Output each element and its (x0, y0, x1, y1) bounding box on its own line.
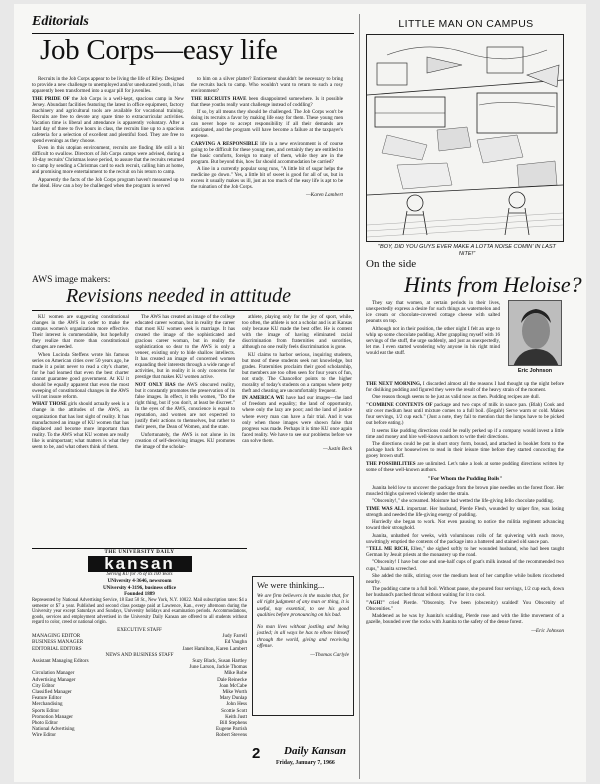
paragraph-lead-in: CARVING A RESPONSIBLE (191, 140, 259, 147)
cartoon-illustration (367, 35, 563, 241)
staff-name: Mike Robe (224, 670, 247, 677)
paragraph (32, 177, 184, 189)
paragraph (366, 613, 564, 625)
staff-role: Advertising Manager (32, 676, 76, 683)
paragraph-text: It seems like pudding directions could be really perked up if a company would invest a little time and money and hire well-known authors to write their directions. (366, 427, 564, 440)
paragraph (366, 546, 564, 558)
exec-staff-heading: EXECUTIVE STAFF (117, 626, 162, 633)
paragraph (366, 402, 564, 426)
paragraph (366, 559, 564, 571)
paragraph (366, 498, 564, 504)
staff-name: Joan McCabe (219, 682, 247, 689)
paragraph-lead-in: THE PRIDE OF (32, 95, 70, 102)
paragraph (366, 461, 564, 473)
heloise-byline: —Eric Johnson (531, 627, 564, 634)
paragraph-text: A line in a currently popular song runs, "A little bit of sugar helps the medicine go down." Yes, a little bit of sweet is good for all of us, but in excess it usually makes us ill, just as too much of the easy life is apt to be the ruination of the Job Corps. (191, 166, 343, 191)
paragraph (366, 381, 564, 393)
section-label: Editorials (32, 14, 89, 29)
heloise-headline: Hints from Heloise? (404, 272, 582, 297)
paragraph-text: They say that women, at certain periods in their lives, unexpectedly express a desire for such things as watermelon and ice cream or chocolate-covered cottage cheese with salted peanuts on top. (366, 300, 500, 325)
news-staff-heading: NEWS AND BUSINESS STAFF (105, 651, 174, 658)
heloise-story-title: "For Whom the Pudding Boils" (427, 475, 503, 482)
paragraph (191, 76, 343, 94)
paragraph (366, 586, 564, 598)
paragraph (366, 300, 500, 324)
paragraph (32, 352, 129, 400)
masthead-founded: Founded 1889 (124, 590, 155, 597)
staff-name: Ed Vaughn (224, 639, 247, 646)
paragraph (135, 432, 235, 450)
masthead-top-label: THE UNIVERSITY DAILY (104, 550, 175, 555)
paragraph-text: the AWS obscured reality, but it constantly promotes the preservation of its false images. In effect, it tells women, "Do the right thing, but if you don't, at least be discreet." In the eyes of the AWS, conscience is equal to reputation, and women are not expected to justify their actions to themselves, but rather to their peers, the Dean of Women, and the state. (135, 381, 235, 431)
staff-role: Merchandising (32, 701, 63, 708)
staff-name: John Hess (226, 701, 247, 708)
aws-headline: Revisions needed in attitude (66, 285, 291, 307)
paragraph-text: are unlimited. Let's take a look at some pudding directions written by some of these well-known authors. (366, 460, 564, 473)
page-number: 2 (252, 745, 261, 762)
paragraph-lead-in: "TELL ME RICH, (366, 545, 409, 552)
paragraph-text: Ellen," she sighed softly to her wounded husband, who had been taught German by Jesuit priests at the monastery up the road. (366, 545, 564, 559)
thinking-text-2: No man lives without jostling and being jostled; in all ways he has to elbow himself through the world, giving and receiving offense. (257, 624, 349, 650)
staff-name: June Larson, Jackie Thomas (189, 664, 247, 671)
staff-row (32, 732, 247, 738)
paragraph-lead-in: IN AMERICA WE (242, 395, 285, 402)
masthead-motto: Serving KU for 76 of its 100 Years (106, 572, 173, 578)
paragraph-text: Hurriedly she began to work. Not even pausing to notice the militia regiment advancing toward their stronghold. (366, 519, 564, 532)
thinking-attribution: —Thomas Carlyle (310, 651, 349, 658)
paragraph-text: The pudding came to a full boil. Without pause, she poured four servings, 1/2 cup each, down her husband's parched throat without waiting for it to cool. (366, 586, 564, 599)
paragraph-text: the Job Corps is a well-kept, spacious camp in New Jersey. Abundant facilities featuring the latest in office equipment, factory machinery and agricultural tools are available for vocational training. Recruits are free to devote any spare time to extracurricular activities. Vacation time is liberal and attendance is apparently voluntary. After a hard day of three to five hours in class, the recruits line up to a spacious cafeteria for a selection of excellent and plentiful food. They are free to spend evenings as they choose. (32, 95, 184, 144)
paragraph-text: Although not in their position, the other night I felt an urge to whip up some chocolate pudding. After grappling myself with 16 servings of the stuff, the urge suddenly, and just as unexpectedly, let me. I even started wondering why anyone in his right mind would eat the stuff. (366, 325, 500, 356)
paragraph-text: The AWS has created an image of the college educated career woman, but in reality the career that most KU women seek is marriage. It has created the image of the sophisticated and gracious career woman, but in reality the sophistication so dear to the AWS is only a veneer, existing only to hide shallow intellects. It has created an image of concerned women expanding their interests through a wide range of activities, but in reality it is only concerns for prestige that makes KU women active. (135, 314, 235, 381)
paragraph (366, 573, 564, 585)
staff-name: Robert Stevens (216, 732, 247, 739)
paragraph-text: Maddened as he was by Juanita's scalding, Pierde rose and with the lithe movement of a gazelle, bounded over the rocks with Juanita to the safety of the dense forest. (366, 613, 564, 626)
aws-byline: —Justin Beck (323, 445, 352, 452)
staff-name: Suzy Black, Susan Hartley (192, 657, 247, 664)
cartoon-caption: "BOY, DID YOU GUYS EVER MAKE A LOTTA NOISE COMIN' IN LAST NITE!" (378, 244, 556, 257)
aws-kicker: AWS image makers: (32, 275, 111, 285)
staff-name: Keith Justt (225, 713, 247, 720)
staff-role: City Editor (32, 682, 55, 689)
paragraph-text: KU women are suggesting constitutional changes in the AWS in order to make the campus women's organization more effective. Their interest is commendable, but hopefully they realize that more than constitutional changes are needed. (32, 314, 129, 351)
paragraph-lead-in: THE NEXT MORNING, (366, 381, 422, 387)
paragraph-text: to him on a silver platter? Enticement shouldn't be necessary to bring the recruits back to camp. Who wouldn't want to return to such a rosy environment? (191, 76, 343, 95)
paragraph-text: important. Her husband, Pierde Flesh, wounded by sniper fire, was losing strength and needed the life-giving energy of pudding. (366, 505, 564, 518)
news-staff-list (32, 658, 247, 739)
paragraph (366, 485, 564, 497)
paragraph-text: "Obscenity!," she screamed. Moisture had wetted the life-giving Jello chocolate pudding. (372, 498, 554, 505)
paragraph-text: I discarded almost all the reasons I had thought up the night before for disliking pudding and figured they were the result of the heavy strain of the moment. (366, 381, 564, 394)
paragraph (366, 600, 564, 612)
staff-role: Wire Editor (32, 732, 56, 739)
paragraph-lead-in: TIME WAS ALL (366, 505, 405, 512)
cartoon-frame (366, 34, 564, 242)
author-photo-caption: Eric Johnson (517, 368, 553, 374)
paragraph (366, 533, 564, 545)
paragraph-lead-in: THE POSSIBILITIES (366, 460, 416, 467)
paragraph (191, 96, 343, 108)
staff-role: Photo Editor (32, 719, 58, 726)
staff-name: Mike Worth (222, 688, 247, 695)
staff-name: Scottie Scott (221, 707, 247, 714)
masthead-name: kansan (88, 556, 192, 572)
thinking-text: We are firm believers in the maxim that, for all right judgment of any man or thing, it is useful, nay essential, to see his good qualities before pronouncing on his bad. (257, 593, 349, 619)
cartoon-title: LITTLE MAN ON CAMPUS (398, 18, 534, 30)
paragraph-text: Juanita, unbathed for weeks, with voluminous rolls of fat quivering with each move, unwittingly emptied the contents of the package into a battered and stained old sauce pan. (366, 532, 564, 545)
paragraph-lead-in: "COMBINE CONTENTS OF (366, 401, 433, 408)
staff-role: National Advertising (32, 726, 75, 733)
paragraph-text: If so, by all means they should be challenged. The Job Corps won't be doing its recruits a favor by making life easy for them. These young men can never hope to accept responsibility if all their demands are anticipated, and the program will have become a failure at the taxpayer's expense. (191, 109, 343, 140)
staff-role: MANAGING EDITOR (32, 633, 81, 640)
editorial-column-1 (32, 76, 184, 266)
aws-column-1 (32, 314, 129, 574)
staff-name: Bill Stephens (219, 719, 247, 726)
staff-role: Classified Manager (32, 688, 72, 695)
paragraph-text: The directions could be put in short story form, bound, and attached in booklet form to the package back for housewives to read in their leisure time before they started concocting the gooey brown stuff. (366, 440, 564, 460)
paragraph-text: cried Pierde. "Obscenity. I've been (obscenity) scalded! You Obscenity of Obscenities." (366, 599, 564, 612)
staff-role: Assistant Managing Editors (32, 657, 89, 664)
paragraph (366, 519, 564, 531)
aws-rule (32, 310, 354, 311)
aws-column-2 (135, 314, 235, 574)
paragraph-text: She added the milk, stirring over the medium heat of her campfire while bullets ricocheted nearby. (366, 572, 564, 585)
paragraph (32, 145, 184, 175)
paragraph (242, 395, 352, 443)
paragraph (135, 382, 235, 430)
staff-role: Circulation Manager (32, 670, 75, 677)
editorial-byline: —Karen Lambert (305, 192, 343, 199)
paragraph-lead-in: NOT ONLY HAS (135, 381, 176, 388)
author-photo (508, 300, 562, 366)
aws-column-3 (242, 314, 352, 574)
paragraph-text: Recruits in the Job Corps appear to be living the life of Riley. Designed to provide a new challenge to unemployed and/or uneducated youth, it has apparently been transformed into a sugar pill for juveniles. (32, 76, 184, 95)
staff-name: Mary Dunlap (219, 695, 247, 702)
paragraph (366, 394, 564, 400)
vertical-rule-main (359, 14, 360, 779)
paragraph-text: "Obscenity! I have but one and one-half cups of goat's milk instead of the recommended two cups," Juanita screeched. (366, 559, 564, 572)
paragraph-text: athlete, playing only for the joy of sport, while, too often, the athlete is not a scholar and is at Kansas only because KU made the best offer. He is content with the image of having eliminated racial discrimination from fraternities and sororities, although no one really feels discrimination is gone. (242, 314, 352, 351)
paragraph (191, 166, 343, 190)
paragraph (32, 314, 129, 350)
masthead-fine-print: Represented by National Advertising Service, 18 East 50 St., New York, N.Y. 10022. Mail subscription rates: $4 a semester or $7 a year. Published and second class postage paid at Lawrence, Kan., every afternoon during the University year except Saturdays and Sundays, University holidays and examination periods. Accommodations, goods, services and employment advertised in the University Daily Kansan are offered to all students without regard to color, creed or national origin. (32, 598, 247, 626)
paragraph (366, 428, 564, 440)
paragraph (366, 326, 500, 356)
paragraph-text: package and two cups of milk in sauce pan. (Blah) Cook and stir over medium heat until mixture comes to a full boil. (Eegah!) Serve warm or cold. Makes four servings, 1/2 cup each." (Just a note, they fail to mention that the lumps have to be picked out before eating.) (366, 401, 564, 427)
paragraph-text: Unfortunately, the AWS is not alone in its creation of self-deceiving images. KU promotes the image of the scholar- (135, 431, 235, 450)
masthead-rule-top (32, 548, 247, 549)
masthead-phone-business: UNiversity 4-3196, business office (102, 584, 176, 591)
paragraph (32, 96, 184, 144)
footer-date: Friday, January 7, 1966 (276, 760, 335, 766)
paragraph (366, 441, 564, 459)
footer-paper-name: Daily Kansan (284, 745, 347, 757)
paragraph (32, 76, 184, 94)
paragraph-text: life in a new environment is of course going to be difficult for these young men, and certainly they are entitled to the basic comforts, foreign to many of them, while they are in the program. But beyond this, how far should accommodation be carried? (191, 140, 343, 165)
thinking-box (252, 576, 354, 716)
paragraph-text: Even in this utopian environment, recruits are finding life still a bit difficult to swallow. Directors of Job Corps camps were advised, during a 10-day recruits' Christmas leave period, to assure that the recruits returned to camp by sending a Christmas card to each recruit, calling him at home, and promising more entertainment to the recruit on his return to camp. (32, 145, 184, 176)
heloise-kicker: On the side (366, 258, 417, 270)
paragraph-lead-in: WHAT THOSE (32, 401, 67, 408)
staff-name: Eugene Parrish (216, 726, 247, 733)
exec-staff-list (32, 633, 247, 652)
editorial-headline: Job Corps—easy life (40, 34, 278, 66)
paragraph (32, 401, 129, 449)
staff-role: Promotion Manager (32, 713, 73, 720)
paragraph (242, 352, 352, 394)
masthead-block (32, 550, 247, 739)
staff-name: Judy Farrell (222, 633, 247, 640)
staff-role: EDITORIAL EDITORS (32, 645, 82, 652)
newspaper-page (14, 4, 586, 782)
paragraph (191, 141, 343, 165)
staff-role: Sports Editor (32, 707, 60, 714)
staff-name: Dale Reinecke (217, 676, 247, 683)
staff-role: BUSINESS MANAGER (32, 639, 84, 646)
paragraph (135, 314, 235, 381)
paragraph-text: When Lucinda Steffens wrote his famous series on American cities over 50 years ago, he made it a point never to read a city's charter, for he had learned that even the best charter cannot guarantee good government. At KU it should be equally apparent that even the most sweeping of constitutional changes in the AWS will not insure reform. (32, 351, 129, 400)
author-portrait-image (509, 301, 562, 366)
paragraph-text: Juanita held low to uncover the package from the brown pine needles on the forest floor. Her muscled thighs quivered violently under the strain. (366, 484, 564, 497)
paragraph (191, 109, 343, 139)
heloise-intro (366, 300, 500, 380)
paragraph-lead-in: "AGH!" (366, 599, 385, 606)
heloise-body (366, 381, 564, 779)
paragraph (366, 506, 564, 518)
thinking-title: We were thinking... (257, 580, 325, 590)
paragraph-lead-in: THE RECRUITS HAVE (191, 95, 247, 102)
paragraph (242, 314, 352, 350)
paragraph-text: One reason though seems to be just as valid now as then. Pudding recipes are dull. (372, 394, 540, 401)
paragraph-text: KU claims to harbor serious, inquiring students, but most of these students seek not knowledge, but grades. Fraternities proclaim their good scholarship, but members are too often seen for four years of fun, not study. The Chancellor points to the higher morality of today's students on a campus where petty theft and cheating are uncomfortably frequent. (242, 351, 352, 394)
paragraph-text: girls should actually seek is a change in the attitudes of the AWS, an organization that has lost sight of reality. It has manufactured an image of KU women that has displaced and become more important than reality. To the AWS what KU women are really like is unimportant; what matters is what they seem to be, and what others think of them. (32, 401, 129, 450)
staff-name: Janet Hamilton, Karen Lambert (182, 645, 247, 652)
paragraph-text: Apparently the facts of the Job Corps program haven't measured up to the ideal. How can a boy be challenged when the program is served (32, 176, 184, 189)
staff-role: Feature Editor (32, 695, 62, 702)
paragraph-text: been disappointed somewhere. Is it possible that these youths really want challenge instead of coddling? (191, 95, 343, 108)
editorial-column-2 (191, 76, 343, 274)
paragraph-text: have had our images—the land of freedom and equality; the land of opportunity, where only the lazy are poor; and the land of justice where every man can have a fair trial. And it was only when those images were shown false that progress was made. Perhaps it is time KU once again faced reality. We have to see our problems before we can solve them. (242, 395, 352, 444)
masthead-phone-news: UNiversity 4-3646, newsroom (107, 578, 172, 585)
